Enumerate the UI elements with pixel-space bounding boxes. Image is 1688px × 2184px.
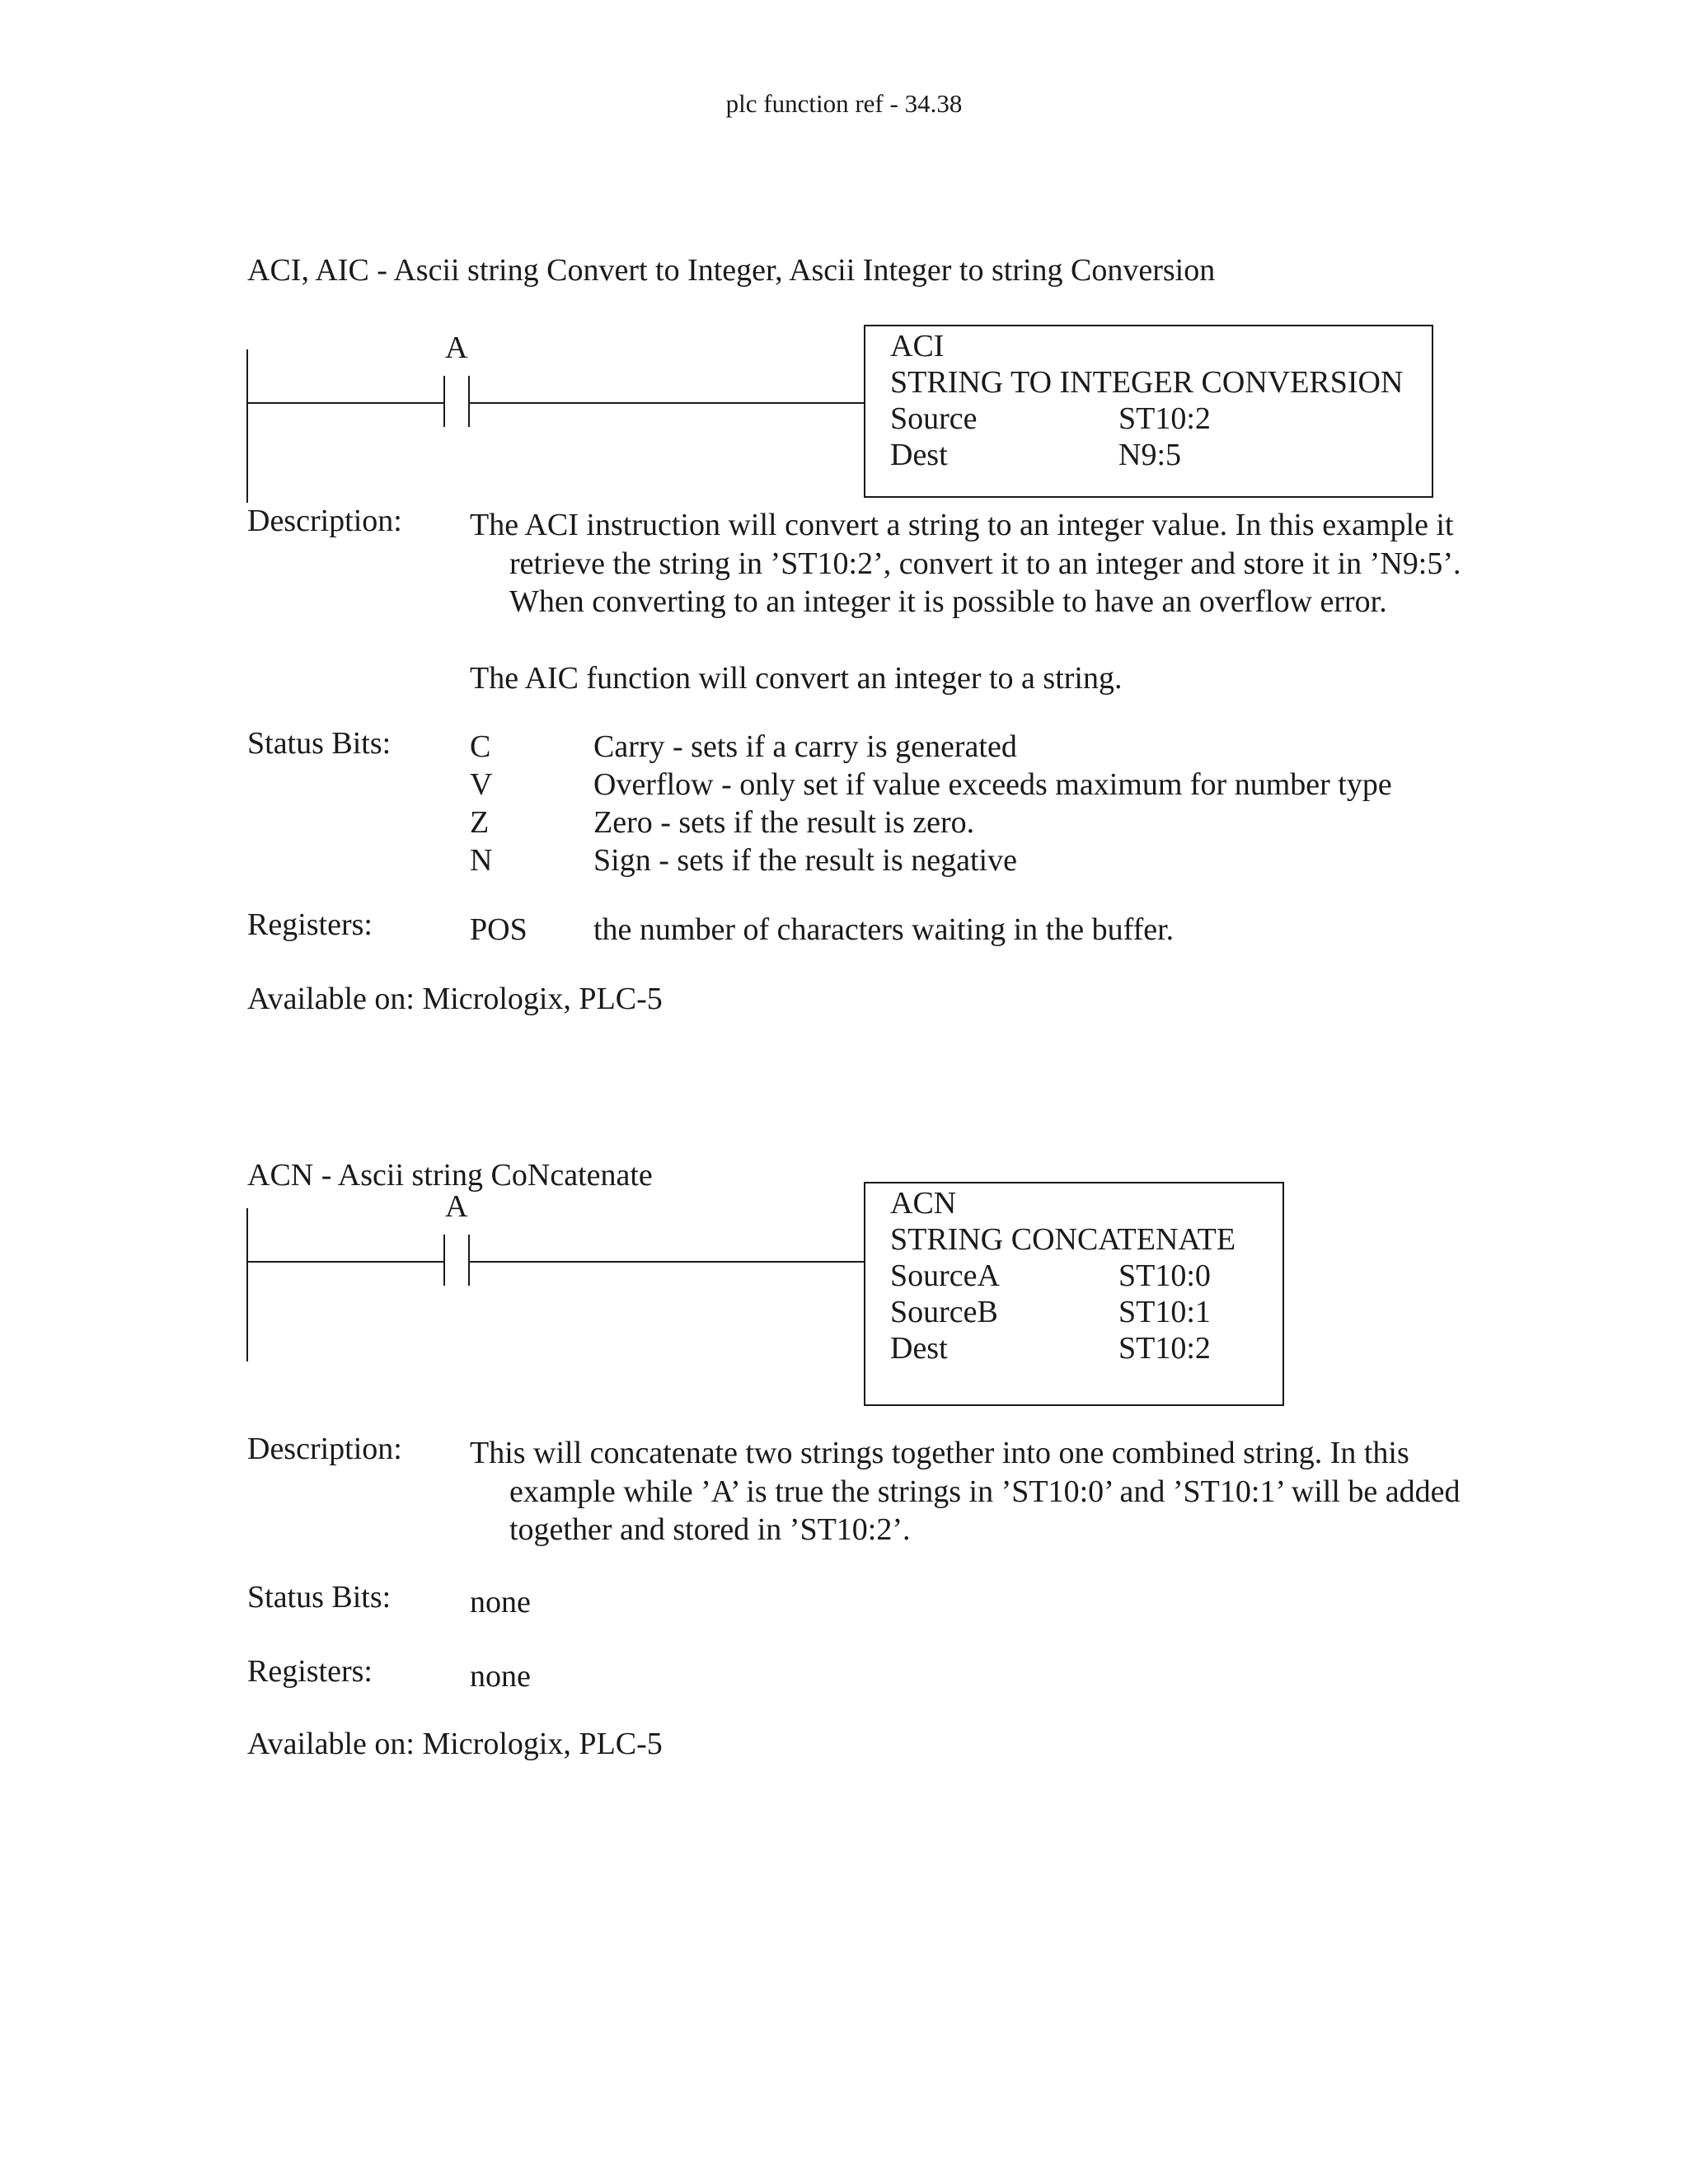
aci-status-bit-text: Overflow - only set if value exceeds maximum for number type [593, 767, 1392, 802]
acn-param-label: SourceB [890, 1295, 998, 1329]
aci-status-bit-text: Sign - sets if the result is negative [593, 843, 1017, 878]
aci-wire-left [247, 402, 443, 404]
aci-box-name: ACI [890, 329, 945, 363]
acn-available-on: Available on: Micrologix, PLC-5 [247, 1727, 663, 1761]
aci-wire-right [470, 402, 864, 404]
aci-available-on: Available on: Micrologix, PLC-5 [247, 982, 663, 1016]
acn-contact-left-plate [443, 1235, 445, 1286]
acn-box-name: ACN [890, 1186, 957, 1221]
acn-left-rail [246, 1208, 248, 1361]
acn-description-paragraph: This will concatenate two strings together into one combined string. In this example while ’A’ is true the strings in ’ST10:0’ and ’ST10:1’ will be added together and stored in ’ST10:2’. [470, 1436, 1461, 1547]
aci-param-value: N9:5 [1118, 438, 1181, 472]
acn-section-title: ACN - Ascii string CoNcatenate [247, 1158, 653, 1193]
aci-left-rail [246, 349, 248, 503]
acn-wire-right [470, 1261, 864, 1263]
aci-status-bit-text: Zero - sets if the result is zero. [593, 805, 975, 840]
aci-section-title: ACI, AIC - Ascii string Convert to Integer, Ascii Integer to string Conversion [247, 253, 1216, 288]
aci-box-function: STRING TO INTEGER CONVERSION [890, 365, 1404, 400]
acn-contact-label: A [445, 1189, 468, 1224]
acn-param-label: SourceA [890, 1258, 1000, 1293]
acn-registers-value: none [470, 1659, 531, 1694]
acn-box-function: STRING CONCATENATE [890, 1222, 1236, 1257]
aci-register-name: POS [470, 912, 528, 947]
acn-status-label: Status Bits: [247, 1580, 392, 1615]
aci-status-bit: C [470, 729, 491, 764]
acn-contact-right-plate [468, 1235, 470, 1286]
aci-status-bit: V [470, 767, 493, 802]
aci-register-text: the number of characters waiting in the buffer. [593, 912, 1175, 947]
aci-instruction-box [864, 325, 1433, 498]
acn-param-label: Dest [890, 1331, 948, 1366]
aci-status-bit-text: Carry - sets if a carry is generated [593, 729, 1017, 764]
acn-wire-left [247, 1261, 443, 1263]
aci-param-value: ST10:2 [1118, 401, 1211, 436]
acn-instruction-box [864, 1182, 1284, 1406]
aci-description-paragraph: The AIC function will convert an integer to a string. [470, 661, 1123, 696]
aci-param-label: Source [890, 401, 978, 436]
acn-description-label: Description: [247, 1432, 402, 1466]
acn-param-value: ST10:2 [1118, 1331, 1211, 1366]
aci-status-bit: Z [470, 805, 490, 840]
aci-registers-label: Registers: [247, 907, 373, 942]
aci-contact-label: A [445, 330, 468, 365]
acn-param-value: ST10:1 [1118, 1295, 1211, 1329]
aci-status-bit: N [470, 843, 493, 878]
aci-param-label: Dest [890, 438, 948, 472]
aci-contact-left-plate [443, 376, 445, 427]
aci-contact-right-plate [468, 376, 470, 427]
aci-description-label: Description: [247, 504, 402, 538]
aci-status-label: Status Bits: [247, 726, 392, 761]
aci-description-paragraph: The ACI instruction will convert a string to an integer value. In this example it retrieve the string in ’ST10:2’, convert it to an integer and store it in ’N9:5’. When converting to an integer it is possible to have an overflow error. [470, 508, 1461, 619]
page-header: plc function ref - 34.38 [725, 89, 963, 118]
acn-registers-label: Registers: [247, 1654, 373, 1689]
acn-status-value: none [470, 1585, 531, 1619]
acn-param-value: ST10:0 [1118, 1258, 1211, 1293]
